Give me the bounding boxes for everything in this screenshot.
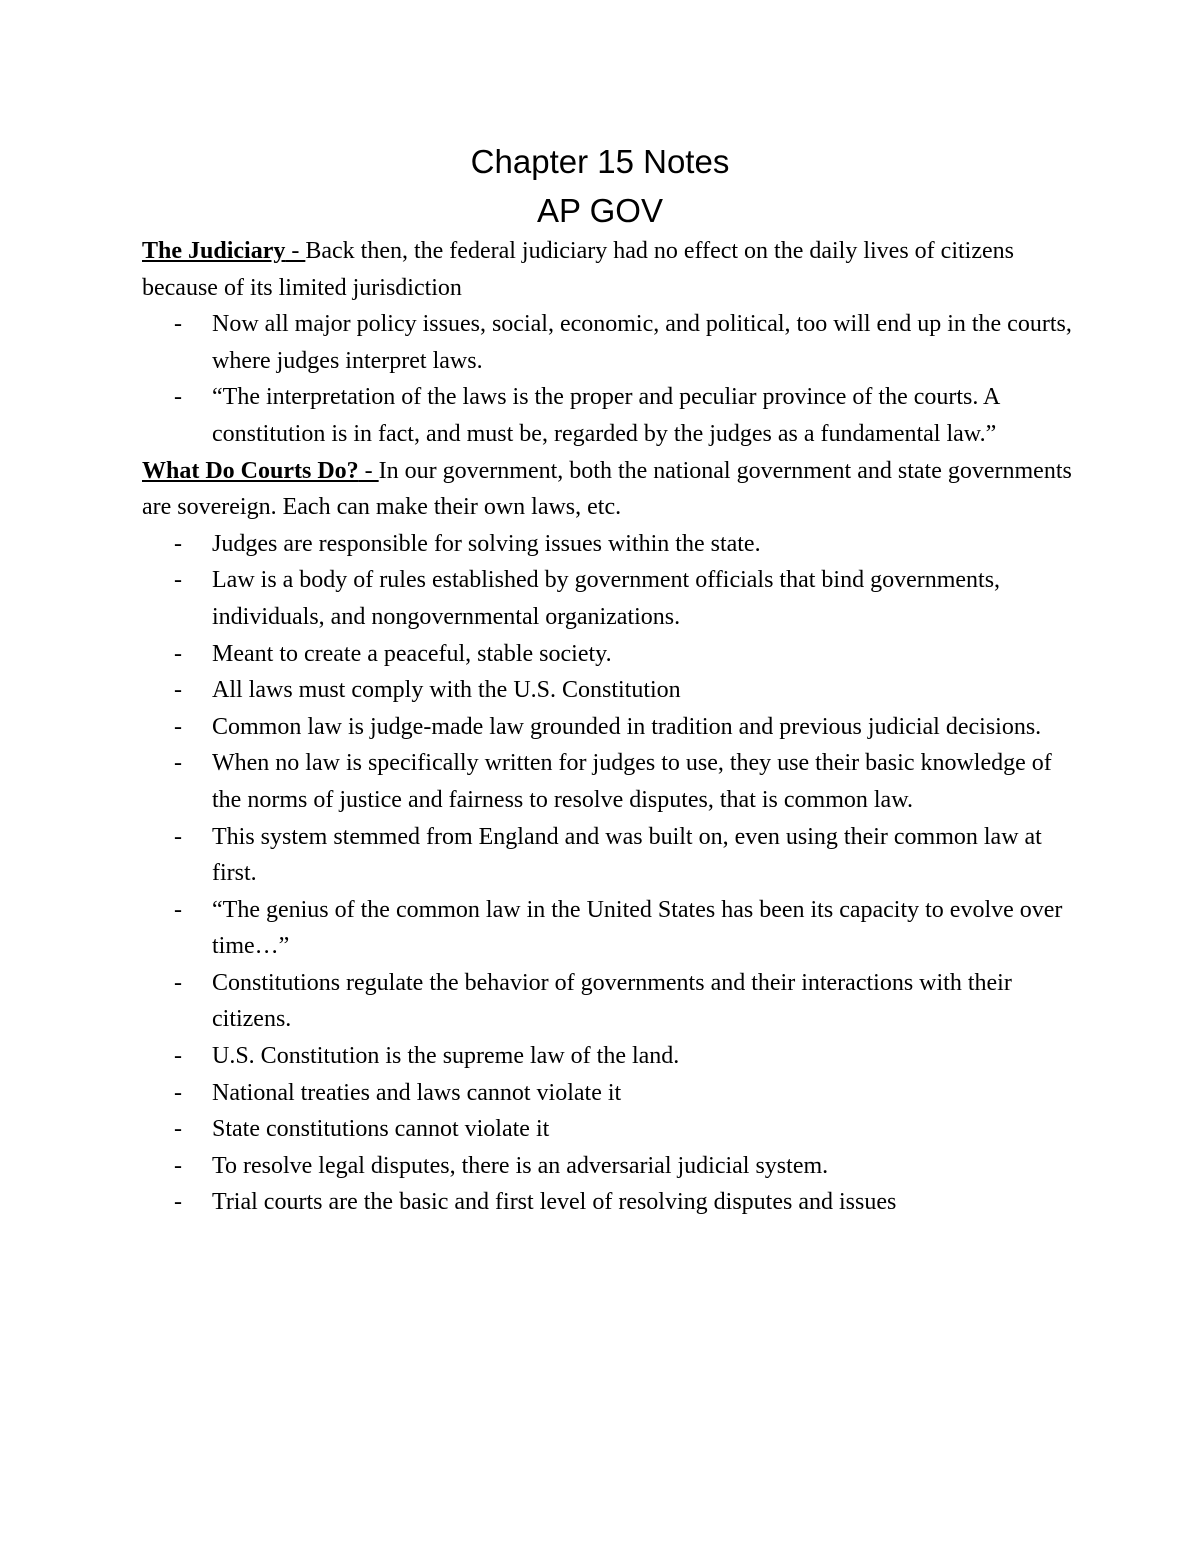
dash-bullet: - [174, 384, 182, 411]
dash-bullet: - [174, 750, 182, 777]
dash-bullet: - [174, 1152, 182, 1179]
list-item-text: To resolve legal disputes, there is an adversarial judicial system. [212, 1152, 829, 1179]
dash-bullet: - [174, 640, 182, 667]
list-item-text: State constitutions cannot violate it [212, 1116, 550, 1143]
dash-bullet: - [174, 311, 182, 338]
list-item [142, 1148, 1072, 1185]
document-subtitle: AP GOV [537, 192, 663, 229]
list-item [142, 526, 1072, 563]
list-item [142, 562, 1072, 635]
list-item [142, 636, 1072, 673]
document-title: Chapter 15 Notes [470, 143, 730, 180]
dash-bullet: - [174, 1116, 182, 1143]
bullet-list [142, 526, 1072, 1221]
list-item-text: All laws must comply with the U.S. Constitution [212, 677, 681, 704]
list-item [142, 306, 1072, 379]
dash-bullet: - [174, 1189, 182, 1216]
list-item-text: Trial courts are the basic and first level of resolving disputes and issues [212, 1189, 897, 1216]
list-item [142, 965, 1072, 1038]
section-heading: What Do Courts Do? [142, 457, 359, 484]
notes-body [142, 233, 1072, 1221]
list-item-text: Now all major policy issues, social, economic, and political, too will end up in the courts, where judges interpret laws. [212, 311, 1072, 374]
list-item-text: Common law is judge-made law grounded in tradition and previous judicial decisions. [212, 713, 1042, 740]
list-item-text: Law is a body of rules established by government officials that bind governments, individuals, and nongovernmental organizations. [212, 567, 1001, 630]
list-item-text: This system stemmed from England and was built on, even using their common law at first. [212, 823, 1042, 887]
list-item [142, 672, 1072, 709]
dash-bullet: - [174, 530, 182, 557]
dash-bullet: - [174, 1043, 182, 1070]
list-item [142, 1184, 1072, 1221]
dash-bullet: - [174, 896, 182, 923]
section-intro: Back then, the federal judiciary had no effect on the daily lives of citizens because of its limited jurisdiction [142, 238, 1014, 301]
section-what-courts-do [142, 453, 1072, 526]
list-item-text: National treaties and laws cannot violate it [212, 1079, 622, 1106]
bullet-list [142, 306, 1072, 452]
list-item [142, 1038, 1072, 1075]
list-item [142, 709, 1072, 746]
list-item-text: U.S. Constitution is the supreme law of the land. [212, 1043, 680, 1070]
heading-separator: - [358, 457, 379, 484]
dash-bullet: - [174, 567, 182, 594]
list-item [142, 745, 1072, 818]
list-item-text: Judges are responsible for solving issues within the state. [212, 530, 761, 557]
dash-bullet: - [174, 677, 182, 704]
list-item-text: “The interpretation of the laws is the proper and peculiar province of the courts. A constitution is in fact, and must be, regarded by the judges as a fundamental law.” [212, 384, 1000, 447]
section-intro: In our government, both the national government and state governments are sovereign. Each can make their own laws, etc. [142, 457, 1072, 521]
list-item [142, 1075, 1072, 1112]
list-item [142, 819, 1072, 892]
list-item-text: Meant to create a peaceful, stable society. [212, 640, 612, 667]
section-heading: The Judiciary [142, 238, 286, 264]
list-item [142, 379, 1072, 452]
dash-bullet: - [174, 823, 182, 850]
dash-bullet: - [174, 713, 182, 740]
section-judiciary [142, 233, 1072, 306]
heading-separator: - [285, 238, 306, 264]
list-item-text: “The genius of the common law in the United States has been its capacity to evolve over time…” [212, 896, 1063, 960]
list-item [142, 892, 1072, 965]
dash-bullet: - [174, 1079, 182, 1106]
list-item-text: Constitutions regulate the behavior of governments and their interactions with their citizens. [212, 969, 1012, 1033]
list-item [142, 1111, 1072, 1148]
dash-bullet: - [174, 969, 182, 996]
list-item-text: When no law is specifically written for judges to use, they use their basic knowledge of the norms of justice and fairness to resolve disputes, that is common law. [212, 750, 1052, 813]
